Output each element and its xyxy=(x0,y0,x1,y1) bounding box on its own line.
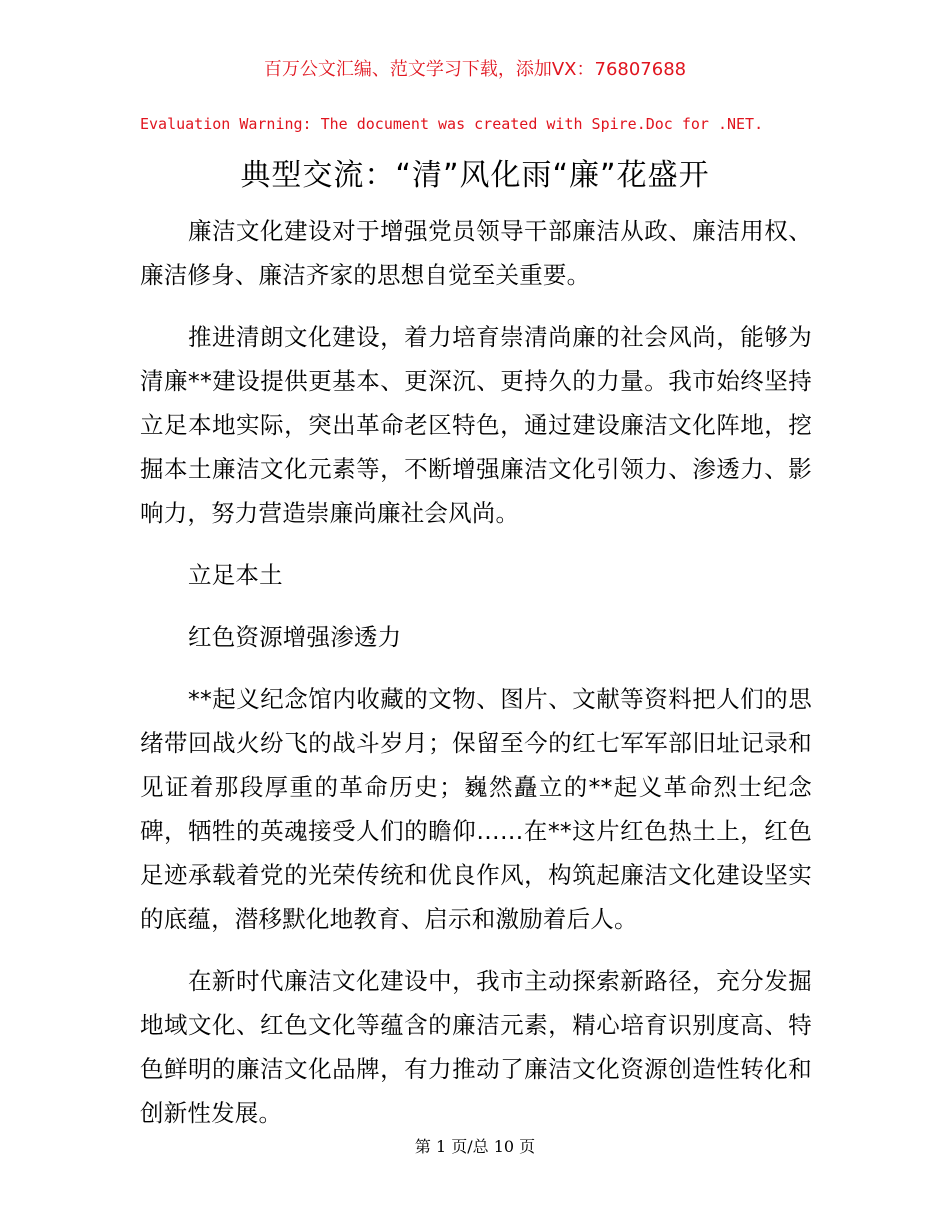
page-number: 第 1 页/总 10 页 xyxy=(414,1137,536,1156)
evaluation-warning: Evaluation Warning: The document was created with Spire.Doc for .NET. xyxy=(140,115,764,133)
paragraph-intro: 廉洁文化建设对于增强党员领导干部廉洁从政、廉洁用权、廉洁修身、廉洁齐家的思想自觉至关重要。 xyxy=(140,217,812,289)
paragraph-new-era: 在新时代廉洁文化建设中，我市主动探索新路径，充分发掘地域文化、红色文化等蕴含的廉洁元素，精心培育识别度高、特色鲜明的廉洁文化品牌，有力推动了廉洁文化资源创造性转化和创新性发展。 xyxy=(140,967,812,1127)
section-heading: 立足本土 xyxy=(188,561,283,589)
document-title: 典型交流：“清”风化雨“廉”花盛开 xyxy=(240,158,710,193)
paragraph-overview: 推进清朗文化建设，着力培育崇清尚廉的社会风尚，能够为清廉**建设提供更基本、更深沉、更持久的力量。我市始终坚持立足本地实际，突出革命老区特色，通过建设廉洁文化阵地，挖掘本土廉洁文化元素等，不断增强廉洁文化引领力、渗透力、影响力，努力营造崇廉尚廉社会风尚。 xyxy=(140,323,812,527)
paragraph-red-resources: **起义纪念馆内收藏的文物、图片、文献等资料把人们的思绪带回战火纷飞的战斗岁月；保留至今的红七军军部旧址记录和见证着那段厚重的革命历史；巍然矗立的**起义革命烈士纪念碑，牺牲的英魂接受人们的瞻仰……在**这片红色热土上，红色足迹承载着党的光荣传统和优良作风，构筑起廉洁文化建设坚实的底蕴，潜移默化地教育、启示和激励着后人。 xyxy=(140,685,812,933)
header-banner: 百万公文汇编、范文学习下载，添加VX：76807688 xyxy=(263,59,687,80)
document-body xyxy=(140,209,812,1153)
subsection-heading: 红色资源增强渗透力 xyxy=(188,623,402,651)
